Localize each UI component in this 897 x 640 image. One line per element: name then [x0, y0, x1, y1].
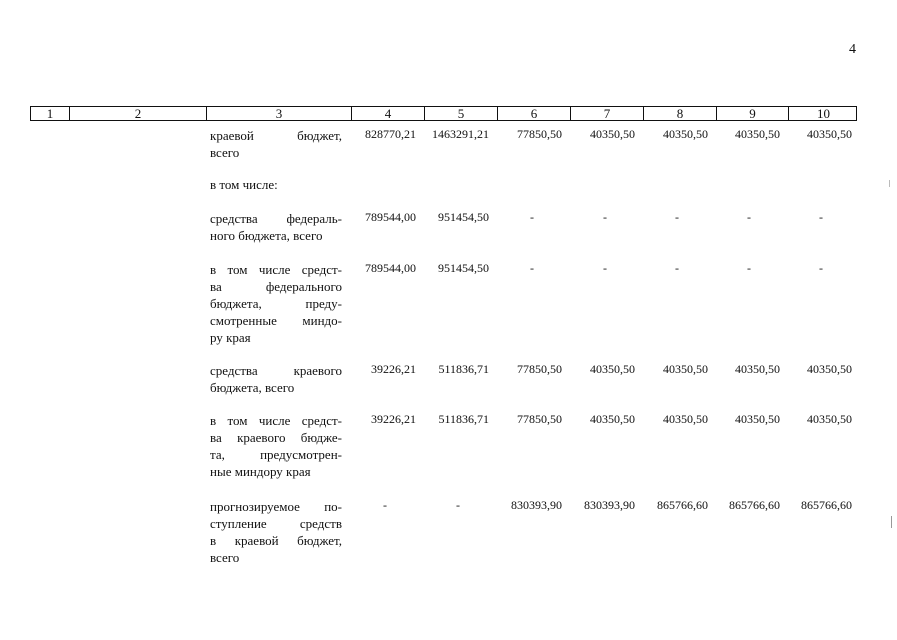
row-description — [210, 176, 342, 193]
row-description — [210, 261, 342, 346]
description-line: средства краевого — [210, 363, 342, 378]
value-col-8: - — [675, 210, 679, 224]
description-line: та, предусмотрен- — [210, 447, 342, 462]
header-cell: 10 — [788, 107, 858, 120]
description-line: в том числе: — [210, 177, 278, 192]
value-col-5: - — [456, 498, 460, 512]
value-col-9: - — [747, 261, 751, 275]
header-cell: 1 — [46, 106, 54, 121]
value-col-6: - — [530, 261, 534, 275]
description-line: ного бюджета, всего — [210, 228, 323, 243]
header-cell: 8 — [643, 107, 716, 120]
value-col-8: 865766,60 — [657, 498, 708, 512]
page-number: 4 — [849, 42, 856, 57]
description-line: краевой бюджет, — [210, 128, 342, 143]
value-col-5: 951454,50 — [438, 261, 489, 275]
description-line: ные миндору края — [210, 464, 311, 479]
value-col-10: 40350,50 — [807, 412, 852, 426]
value-col-7: - — [603, 210, 607, 224]
scan-artifact — [889, 180, 890, 187]
value-col-4: 828770,21 — [365, 127, 416, 141]
header-cell: 6 — [497, 107, 570, 120]
scan-artifact — [891, 516, 892, 528]
value-col-8: - — [675, 261, 679, 275]
description-line: в том числе средст- — [210, 413, 342, 428]
value-col-6: 830393,90 — [511, 498, 562, 512]
header-cell: 5 — [424, 107, 497, 120]
value-col-5: 1463291,21 — [432, 127, 489, 141]
value-col-6: - — [530, 210, 534, 224]
description-line: бюджета, преду- — [210, 296, 342, 311]
value-col-7: 40350,50 — [590, 127, 635, 141]
value-col-5: 511836,71 — [438, 362, 489, 376]
description-line: смотренные миндо- — [210, 313, 342, 328]
value-col-7: - — [603, 261, 607, 275]
value-col-7: 40350,50 — [590, 412, 635, 426]
description-line: в краевой бюджет, — [210, 533, 342, 548]
description-line: всего — [210, 550, 240, 565]
value-col-6: 77850,50 — [517, 127, 562, 141]
description-line: ва краевого бюдже- — [210, 430, 342, 445]
header-cell: 3 — [206, 107, 351, 120]
value-col-5: 511836,71 — [438, 412, 489, 426]
description-line: всего — [210, 145, 240, 160]
value-col-7: 830393,90 — [584, 498, 635, 512]
header-cell: 2 — [69, 107, 206, 120]
description-line: ру края — [210, 330, 251, 345]
header-cell: 7 — [570, 107, 643, 120]
value-col-8: 40350,50 — [663, 127, 708, 141]
value-col-8: 40350,50 — [663, 412, 708, 426]
description-line: ступление средств — [210, 516, 342, 531]
value-col-4: - — [383, 498, 387, 512]
value-col-9: 40350,50 — [735, 362, 780, 376]
value-col-7: 40350,50 — [590, 362, 635, 376]
row-description — [210, 498, 342, 566]
value-col-10: - — [819, 261, 823, 275]
table-header-row — [30, 106, 857, 121]
description-line: ва федерального — [210, 279, 342, 294]
value-col-4: 39226,21 — [371, 412, 416, 426]
value-col-6: 77850,50 — [517, 362, 562, 376]
value-col-9: 40350,50 — [735, 412, 780, 426]
description-line: средства федераль- — [210, 211, 342, 226]
row-description — [210, 127, 342, 161]
value-col-10: 865766,60 — [801, 498, 852, 512]
row-description — [210, 362, 342, 396]
description-line: прогнозируемое по- — [210, 499, 342, 514]
value-col-9: 40350,50 — [735, 127, 780, 141]
header-cell: 9 — [716, 107, 788, 120]
header-cell: 4 — [351, 107, 424, 120]
row-description — [210, 210, 342, 244]
value-col-8: 40350,50 — [663, 362, 708, 376]
value-col-9: 865766,60 — [729, 498, 780, 512]
value-col-9: - — [747, 210, 751, 224]
value-col-4: 789544,00 — [365, 210, 416, 224]
value-col-6: 77850,50 — [517, 412, 562, 426]
value-col-10: 40350,50 — [807, 362, 852, 376]
description-line: бюджета, всего — [210, 380, 295, 395]
value-col-5: 951454,50 — [438, 210, 489, 224]
description-line: в том числе средст- — [210, 262, 342, 277]
value-col-10: - — [819, 210, 823, 224]
row-description — [210, 412, 342, 480]
value-col-4: 39226,21 — [371, 362, 416, 376]
value-col-10: 40350,50 — [807, 127, 852, 141]
value-col-4: 789544,00 — [365, 261, 416, 275]
